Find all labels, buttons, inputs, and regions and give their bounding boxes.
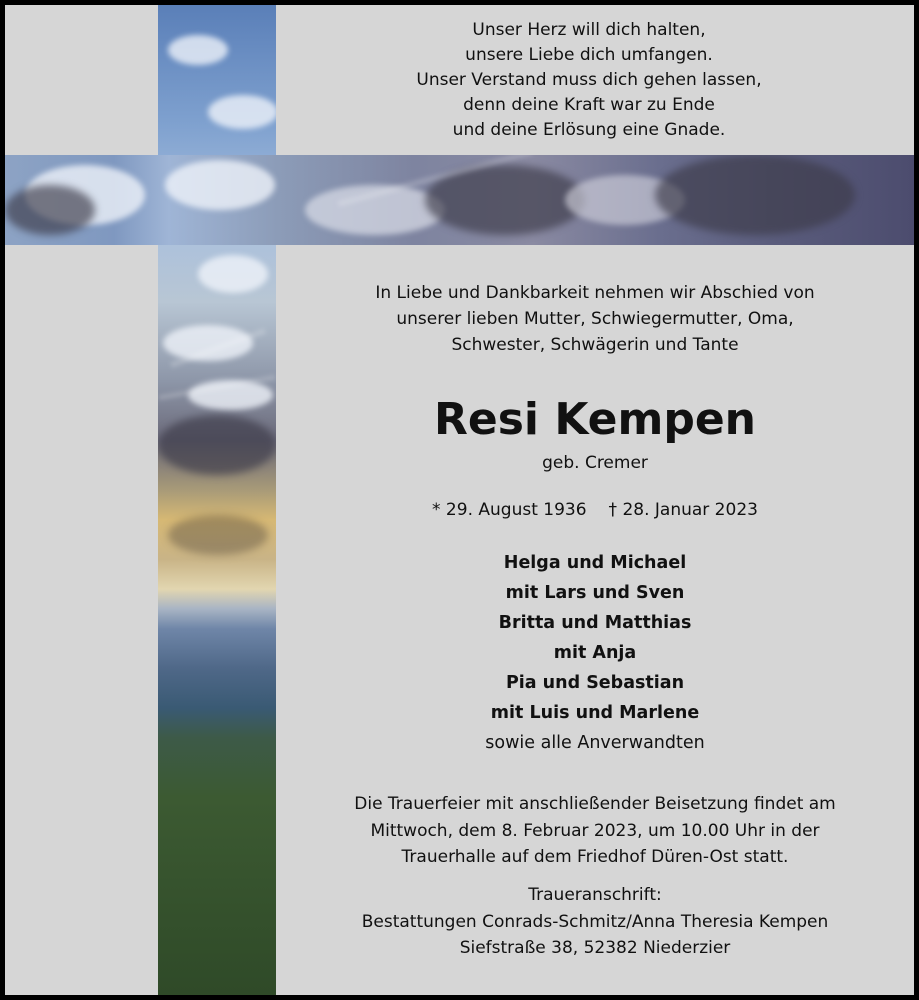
intro-line: In Liebe und Dankbarkeit nehmen wir Abschied von <box>375 283 815 303</box>
cross-horizontal-beam <box>5 155 914 245</box>
cloud <box>198 255 268 293</box>
ceremony-line: Die Trauerfeier mit anschließender Beisetzung findet am <box>354 794 836 814</box>
birth-date: * 29. August 1936 <box>432 500 587 520</box>
cross-vertical-beam <box>158 5 276 995</box>
mourner-line: mit Lars und Sven <box>505 583 685 603</box>
ceremony-line: Mittwoch, dem 8. Februar 2023, um 10.00 Uhr in der <box>370 820 820 841</box>
sky-landscape-image <box>158 5 276 995</box>
death-date: † 28. Januar 2023 <box>608 500 758 520</box>
poem-line: Unser Verstand muss dich gehen lassen, <box>416 70 762 90</box>
poem-line: denn deine Kraft war zu Ende <box>463 95 715 115</box>
dark-cloud <box>655 155 855 235</box>
farewell-intro <box>276 280 914 358</box>
poem-line: unsere Liebe dich umfangen. <box>465 45 713 65</box>
intro-line: Schwester, Schwägerin und Tante <box>451 335 739 355</box>
poem-line: und deine Erlösung eine Gnade. <box>452 120 726 140</box>
mourner-line: mit Anja <box>553 643 637 663</box>
deceased-name: Resi Kempen <box>434 394 756 445</box>
poem <box>276 18 902 143</box>
cloud <box>168 35 228 65</box>
ceremony-line: Trauerhalle auf dem Friedhof Düren-Ost statt. <box>401 847 789 867</box>
mourners-list <box>276 548 914 758</box>
cloud <box>165 160 275 210</box>
mourner-line: mit Luis und Marlene <box>490 703 700 723</box>
dark-cloud <box>158 415 276 475</box>
dark-cloud <box>168 515 268 555</box>
cloud <box>208 95 276 129</box>
intro-line: unserer lieben Mutter, Schwiegermutter, Oma, <box>396 309 794 329</box>
mourning-address <box>276 882 914 962</box>
address-line: Siefstraße 38, 52382 Niederzier <box>459 938 731 958</box>
poem-line: Unser Herz will dich halten, <box>472 20 706 40</box>
ceremony-info <box>276 791 914 871</box>
birth-name: geb. Cremer <box>542 453 648 473</box>
mourner-line: Britta und Matthias <box>498 613 692 633</box>
mourner-line: Pia und Sebastian <box>505 673 685 693</box>
life-dates <box>276 497 914 523</box>
obituary-card <box>5 5 914 995</box>
address-label: Traueranschrift: <box>528 885 662 905</box>
mourners-closing: sowie alle Anverwandten <box>485 733 705 753</box>
address-line: Bestattungen Conrads-Schmitz/Anna Theresia Kempen <box>361 911 829 932</box>
mourner-line: Helga und Michael <box>503 553 687 573</box>
dark-cloud <box>5 185 95 235</box>
